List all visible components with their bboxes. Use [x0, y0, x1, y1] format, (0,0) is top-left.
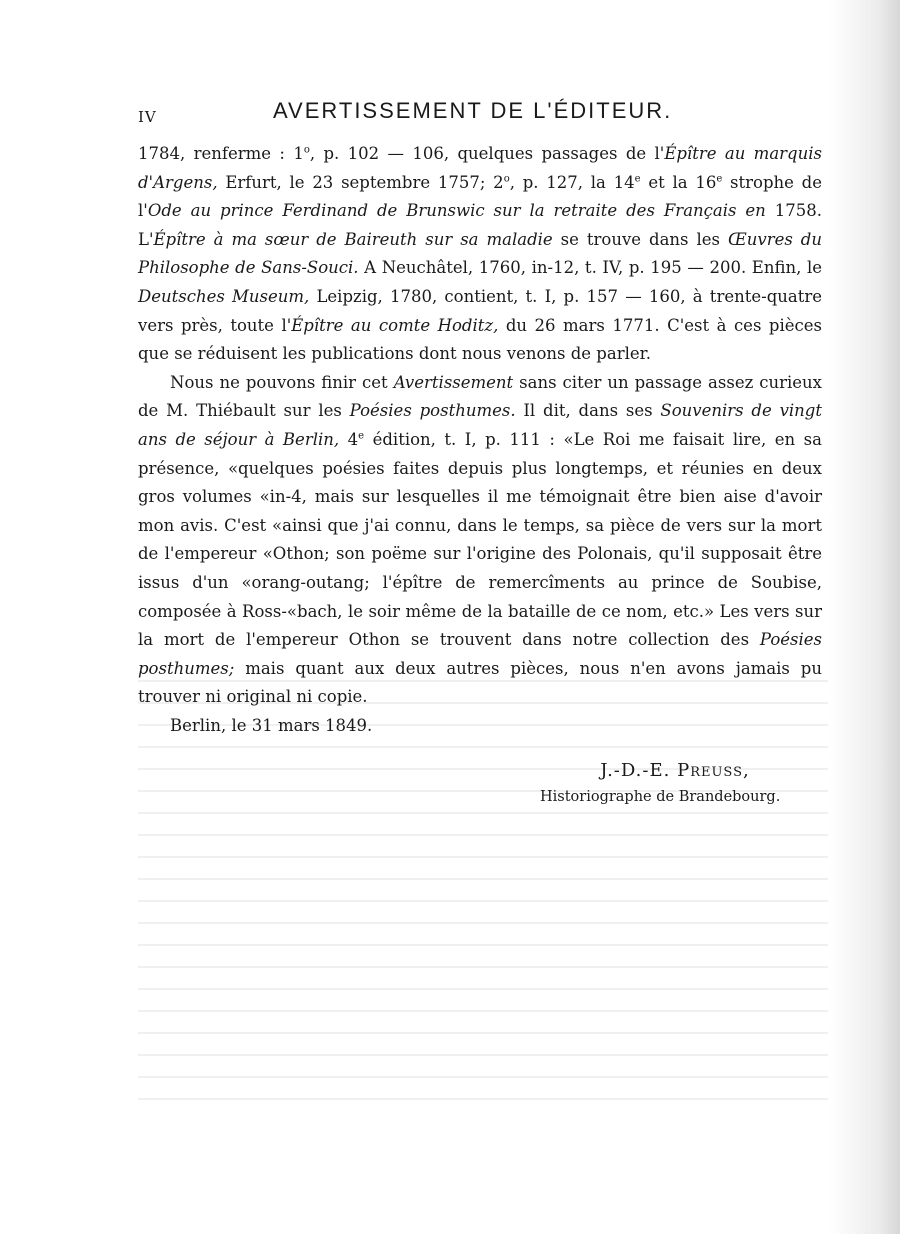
body-text [138, 140, 822, 740]
paragraph-thiebault: Nous ne pouvons finir cet Avertissement sans citer un passage assez curieux de M. Thiébault sur les Poésies posthumes. Il dit, dans ses Souvenirs de vingt ans de séjour à Berlin, 4e édition, t. I, p. 111 : «Le Roi me faisait lire, en sa présence, «quelques poésies faites depuis plus longtemps, et réunies en deux gros volumes «in-4, mais sur lesquelles il me témoignait être bien aise d'avoir mon avis. C'est «ainsi que j'ai connu, dans le temps, sa pièce de vers sur la mort de l'empereur «Othon; son poëme sur l'origine des Polonais, qu'il supposait être issus d'un «orang-outang; l'épître de remercîments au prince de Soubise, composée à Ross-«bach, le soir même de la bataille de ce nom, etc.» Les vers sur la mort de l'empereur Othon se trouvent dans notre collection des Poésies posthumes; mais quant aux deux autres pièces, nous n'en avons jamais pu trouver ni original ni copie. [138, 372, 822, 707]
signature-role: Historiographe de Brandebourg. [540, 789, 781, 805]
signature-name: J.-D.-E. Preuss, [600, 760, 750, 781]
bleed-through-texture [138, 680, 828, 1100]
paragraph-publications: 1784, renferme : 1$^o$, p. 102 — 106, quelques passages de l'Épître au marquis d'Argens, Erfurt, le 23 septembre 1757; 2$^o$, p. 127, la 14e et la 16e strophe de l'Ode au prince Ferdinand de Brunswic sur la retraite des Français en 1758. L'Épître à ma sœur de Baireuth sur sa maladie se trouve dans les Œuvres du Philosophe de Sans-Souci. A Neuchâtel, 1760, in-12, t. IV, p. 195 — 200. Enfin, le Deutsches Museum, Leipzig, 1780, contient, t. I, p. 157 — 160, à trente-quatre vers près, toute l'Épître au comte Hoditz, du 26 mars 1771. C'est à ces pièces que se réduisent les publications dont nous venons de parler. [138, 144, 823, 364]
signature-block [540, 760, 800, 805]
running-head [138, 98, 828, 128]
gutter-shadow [830, 0, 900, 1234]
dateline: Berlin, le 31 mars 1849. [170, 715, 373, 735]
running-title: AVERTISSEMENT DE L'ÉDITEUR. [273, 98, 673, 123]
page-number: IV [138, 108, 157, 126]
